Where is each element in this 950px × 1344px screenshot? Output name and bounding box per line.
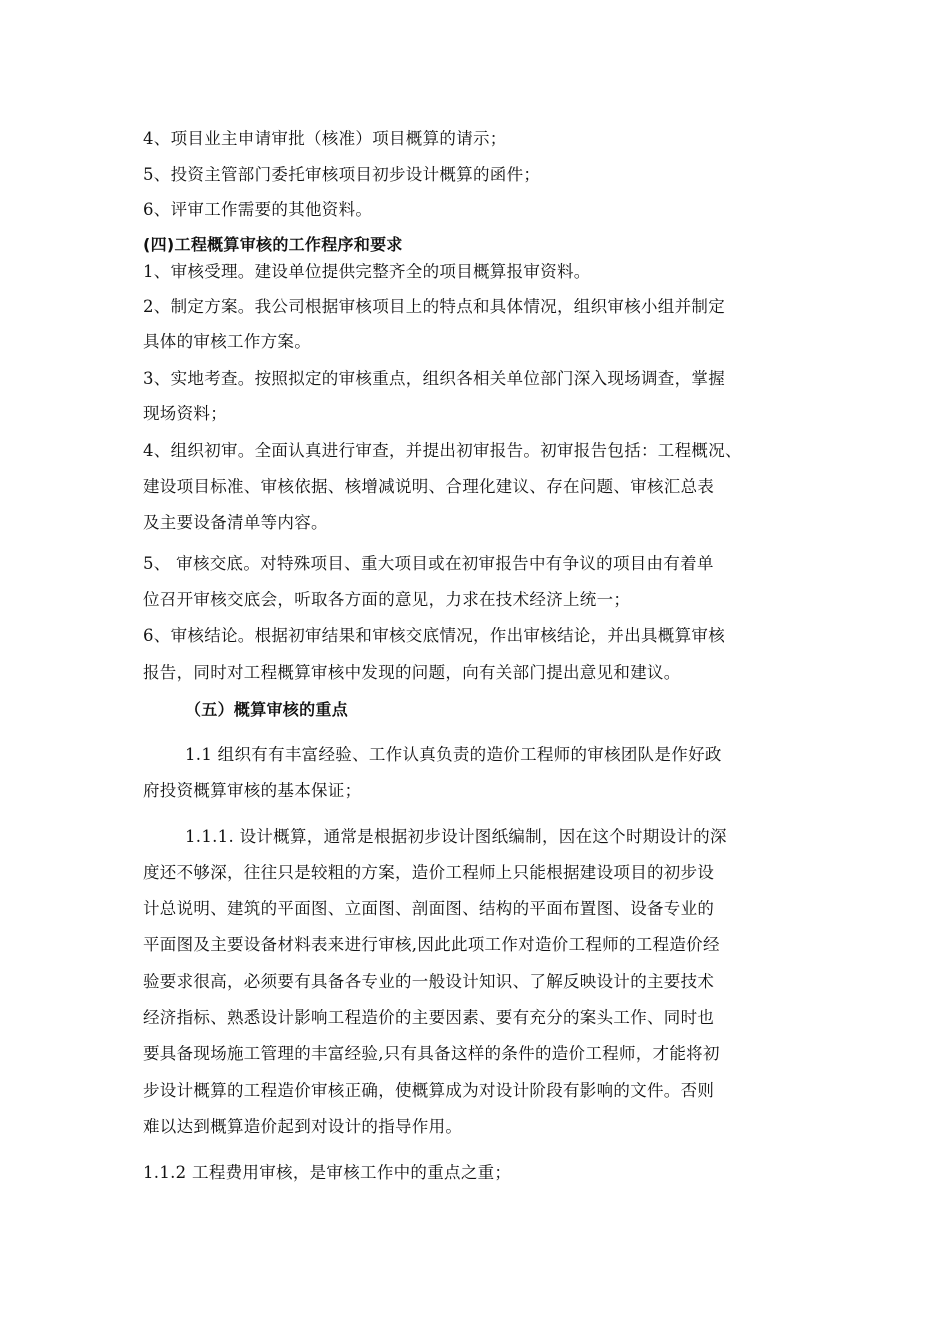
text-line: 2、制定方案。我公司根据审核项目上的特点和具体情况，组织审核小组并制定 — [143, 297, 725, 316]
text-line: 1.1 组织有有丰富经验、工作认真负责的造价工程师的审核团队是作好政 — [185, 745, 722, 764]
text-line: 计总说明、建筑的平面图、立面图、剖面图、结构的平面布置图、设备专业的 — [143, 899, 715, 918]
text-line: 难以达到概算造价起到对设计的指导作用。 — [143, 1117, 463, 1136]
text-line: 现场资料； — [143, 404, 227, 423]
text-line: 1、审核受理。建设单位提供完整齐全的项目概算报审资料。 — [143, 262, 591, 281]
text-line: 1.1.2 工程费用审核，是审核工作中的重点之重； — [143, 1163, 512, 1182]
text-line: 及主要设备清单等内容。 — [143, 513, 328, 532]
text-line: 建设项目标准、审核依据、核增减说明、合理化建议、存在问题、审核汇总表 — [143, 477, 715, 496]
text-line: 6、审核结论。根据初审结果和审核交底情况，作出审核结论，并出具概算审核 — [143, 626, 725, 645]
text-line: 要具备现场施工管理的丰富经验,只有具备这样的条件的造价工程师，才能将初 — [143, 1044, 720, 1063]
text-line: 位召开审核交底会，听取各方面的意见，力求在技术经济上统一； — [143, 590, 631, 609]
text-line: 6、评审工作需要的其他资料。 — [143, 200, 373, 219]
text-line: 验要求很高，必须要有具备各专业的一般设计知识、了解反映设计的主要技术 — [143, 972, 715, 991]
text-line: 平面图及主要设备材料表来进行审核,因此此项工作对造价工程师的工程造价经 — [143, 935, 720, 954]
section-heading: （五）概算审核的重点 — [185, 700, 349, 719]
text-line: 4、组织初审。全面认真进行审查，并提出初审报告。初审报告包括：工程概况、 — [143, 441, 742, 460]
text-line: 5、投资主管部门委托审核项目初步设计概算的函件； — [143, 165, 541, 184]
text-line: 经济指标、熟悉设计影响工程造价的主要因素、要有充分的案头工作、同时也 — [143, 1008, 715, 1027]
text-line: 府投资概算审核的基本保证； — [143, 781, 362, 800]
text-line: 步设计概算的工程造价审核正确，使概算成为对设计阶段有影响的文件。否则 — [143, 1081, 715, 1100]
text-line: 1.1.1. 设计概算，通常是根据初步设计图纸编制，因在这个时期设计的深 — [185, 827, 727, 846]
text-line: 具体的审核工作方案。 — [143, 332, 311, 351]
section-heading: (四)工程概算审核的工作程序和要求 — [143, 235, 403, 254]
text-line: 度还不够深，往往只是较粗的方案，造价工程师上只能根据建设项目的初步设 — [143, 863, 715, 882]
text-line: 报告，同时对工程概算审核中发现的问题，向有关部门提出意见和建议。 — [143, 663, 681, 682]
text-line: 3、实地考查。按照拟定的审核重点，组织各相关单位部门深入现场调查，掌握 — [143, 369, 725, 388]
text-line: 5、 审核交底。对特殊项目、重大项目或在初审报告中有争议的项目由有着单 — [143, 554, 714, 573]
text-line: 4、项目业主申请审批（核准）项目概算的请示； — [143, 129, 507, 148]
